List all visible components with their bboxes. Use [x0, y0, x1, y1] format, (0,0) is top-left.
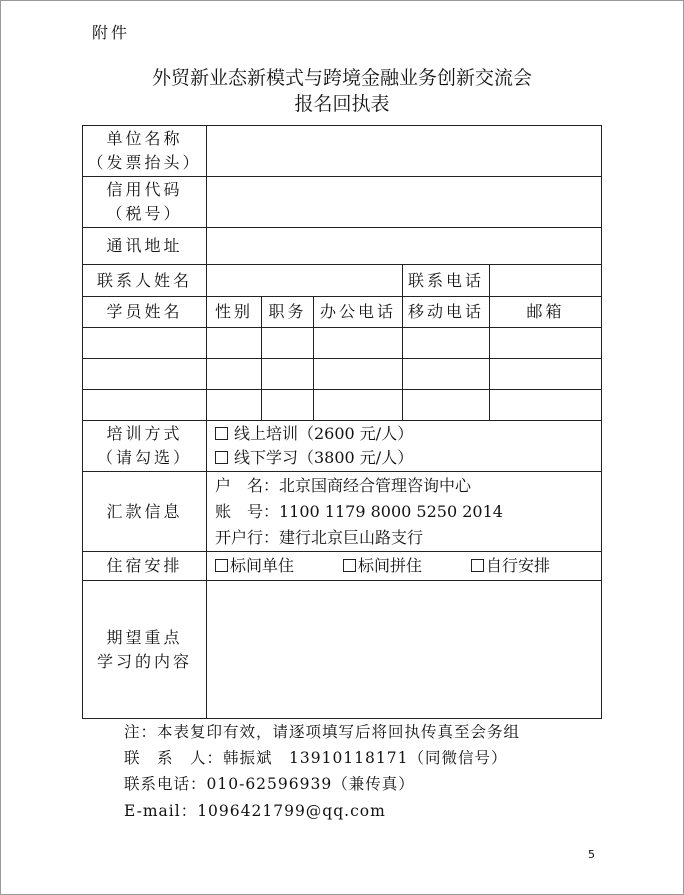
- account-number: 账 号：1100 1179 8000 5250 2014: [215, 501, 503, 521]
- checkbox-icon[interactable]: [215, 427, 228, 440]
- checkbox-icon[interactable]: [215, 451, 228, 464]
- bank-branch: 开户行：建行北京巨山路支行: [215, 527, 424, 547]
- col-header-office-phone: 办公电话: [314, 297, 403, 328]
- trainee-mobile-cell[interactable]: [403, 359, 490, 390]
- document-subtitle: 报名回执表: [294, 93, 390, 115]
- trainee-email-cell[interactable]: [490, 359, 602, 390]
- lodging-option-self[interactable]: 自行安排: [471, 554, 550, 578]
- unit-name-label: 单位名称 （发票抬头）: [83, 126, 207, 177]
- trainee-gender-cell[interactable]: [207, 328, 262, 359]
- trainee-position-cell[interactable]: [262, 328, 314, 359]
- trainee-position-cell[interactable]: [262, 359, 314, 390]
- address-label: 通讯地址: [83, 228, 207, 265]
- credit-code-field[interactable]: [207, 177, 602, 228]
- trainee-mobile-cell[interactable]: [403, 328, 490, 359]
- note-contact-phone: 联系电话：010-62596939（兼传真）: [124, 775, 415, 793]
- trainee-office-phone-cell[interactable]: [314, 359, 403, 390]
- training-option-offline[interactable]: 线下学习（3800 元/人）: [215, 446, 601, 470]
- unit-name-field[interactable]: [207, 126, 602, 177]
- registration-form-table: [82, 125, 602, 719]
- expectation-field[interactable]: [207, 581, 602, 719]
- trainee-position-cell[interactable]: [262, 390, 314, 421]
- remittance-info: [207, 472, 602, 552]
- address-field[interactable]: [207, 228, 602, 265]
- trainee-row: [83, 328, 602, 359]
- contact-phone-label: 联系电话: [403, 265, 490, 297]
- checkbox-icon[interactable]: [343, 559, 356, 572]
- trainee-office-phone-cell[interactable]: [314, 390, 403, 421]
- trainee-mobile-cell[interactable]: [403, 390, 490, 421]
- trainee-name-cell[interactable]: [83, 328, 207, 359]
- trainee-email-cell[interactable]: [490, 390, 602, 421]
- contact-phone-field[interactable]: [490, 265, 602, 297]
- lodging-options: [207, 552, 602, 581]
- lodging-label: 住宿安排: [83, 552, 207, 581]
- training-option-online[interactable]: 线上培训（2600 元/人）: [215, 422, 601, 446]
- credit-code-label: 信用代码 （税号）: [83, 177, 207, 228]
- note-contact-person: 联 系 人：韩振斌 13910118171（同微信号）: [124, 749, 508, 767]
- attachment-label: 附件: [92, 23, 131, 42]
- training-mode-label: 培训方式 （请勾选）: [83, 421, 207, 472]
- trainee-row: [83, 390, 602, 421]
- trainee-gender-cell[interactable]: [207, 359, 262, 390]
- document-title: 外贸新业态新模式与跨境金融业务创新交流会: [151, 67, 532, 89]
- lodging-option-shared[interactable]: 标间拼住: [343, 554, 471, 578]
- trainee-gender-cell[interactable]: [207, 390, 262, 421]
- contact-name-label: 联系人姓名: [83, 265, 207, 297]
- checkbox-icon[interactable]: [471, 559, 484, 572]
- account-name: 户 名：北京国商经合管理咨询中心: [215, 475, 472, 495]
- remittance-label: 汇款信息: [83, 472, 207, 552]
- contact-name-field[interactable]: [207, 265, 403, 297]
- trainee-name-cell[interactable]: [83, 390, 207, 421]
- training-mode-options: [207, 421, 602, 472]
- page-number: 5: [588, 848, 595, 861]
- checkbox-icon[interactable]: [215, 559, 228, 572]
- col-header-email: 邮箱: [490, 297, 602, 328]
- col-header-gender: 性别: [207, 297, 262, 328]
- lodging-option-single[interactable]: 标间单住: [215, 554, 343, 578]
- trainee-header-row: [83, 297, 602, 328]
- col-header-position: 职务: [262, 297, 314, 328]
- note-email: E-mail：1096421799@qq.com: [124, 802, 386, 820]
- trainee-name-cell[interactable]: [83, 359, 207, 390]
- trainee-office-phone-cell[interactable]: [314, 328, 403, 359]
- col-header-mobile: 移动电话: [403, 297, 490, 328]
- col-header-name: 学员姓名: [83, 297, 207, 328]
- trainee-email-cell[interactable]: [490, 328, 602, 359]
- trainee-row: [83, 359, 602, 390]
- expectation-label: 期望重点 学习的内容: [83, 581, 207, 719]
- note-instruction: 注：本表复印有效，请逐项填写后将回执传真至会务组: [124, 723, 521, 741]
